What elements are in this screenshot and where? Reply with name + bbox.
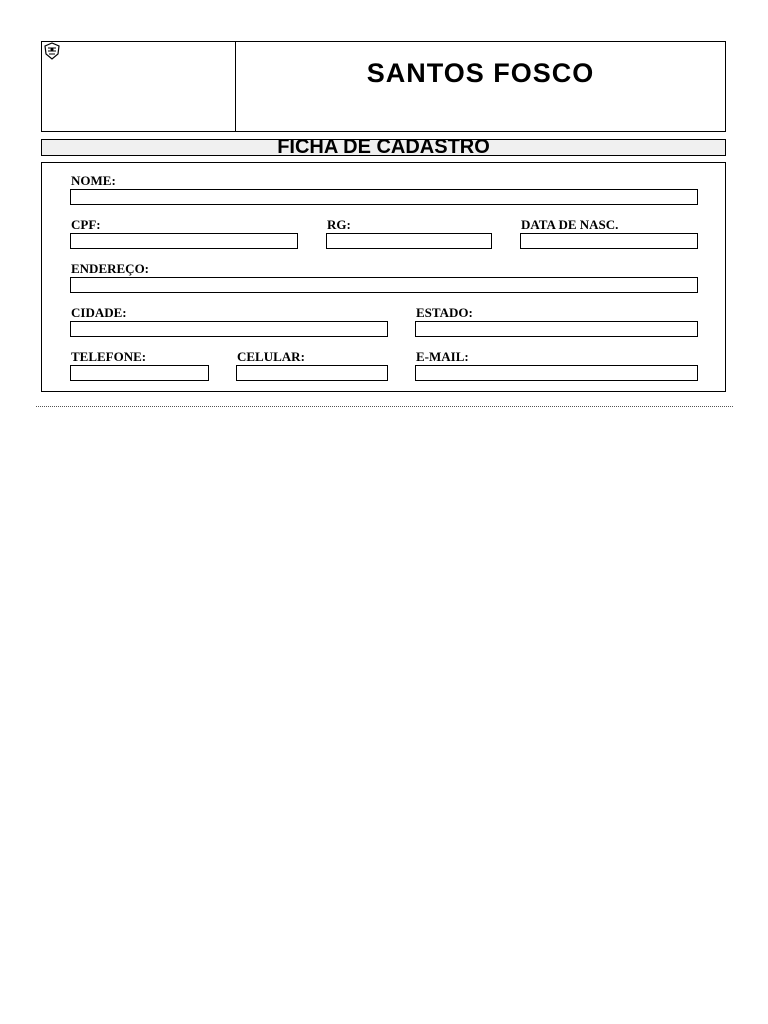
email-label: E-MAIL:: [416, 349, 469, 364]
endereco-field[interactable]: [70, 277, 698, 293]
nome-field[interactable]: [70, 189, 698, 205]
cidade-label: CIDADE:: [71, 305, 127, 320]
cpf-field[interactable]: [70, 233, 298, 249]
nome-label: NOME:: [71, 173, 116, 188]
club-crest-icon: [42, 42, 62, 60]
logo-cell: [42, 42, 236, 131]
estado-label: ESTADO:: [416, 305, 473, 320]
header-box: [41, 41, 726, 132]
data-nasc-label: DATA DE NASC.: [521, 217, 619, 232]
cpf-label: CPF:: [71, 217, 101, 232]
registration-form: [41, 162, 726, 392]
form-title-bar: [41, 139, 726, 156]
rg-field[interactable]: [326, 233, 492, 249]
company-name: SANTOS FOSCO: [366, 62, 595, 88]
endereco-label: ENDEREÇO:: [71, 261, 150, 276]
rg-label: RG:: [327, 217, 351, 232]
celular-field[interactable]: [236, 365, 388, 381]
data-nasc-field[interactable]: [520, 233, 698, 249]
estado-field[interactable]: [415, 321, 698, 337]
email-field[interactable]: [415, 365, 698, 381]
cut-line: [36, 406, 733, 407]
celular-label: CELULAR:: [237, 349, 305, 364]
form-title: FICHA DE CADASTRO: [277, 139, 490, 156]
telefone-field[interactable]: [70, 365, 209, 381]
telefone-label: TELEFONE:: [71, 349, 147, 364]
cidade-field[interactable]: [70, 321, 388, 337]
